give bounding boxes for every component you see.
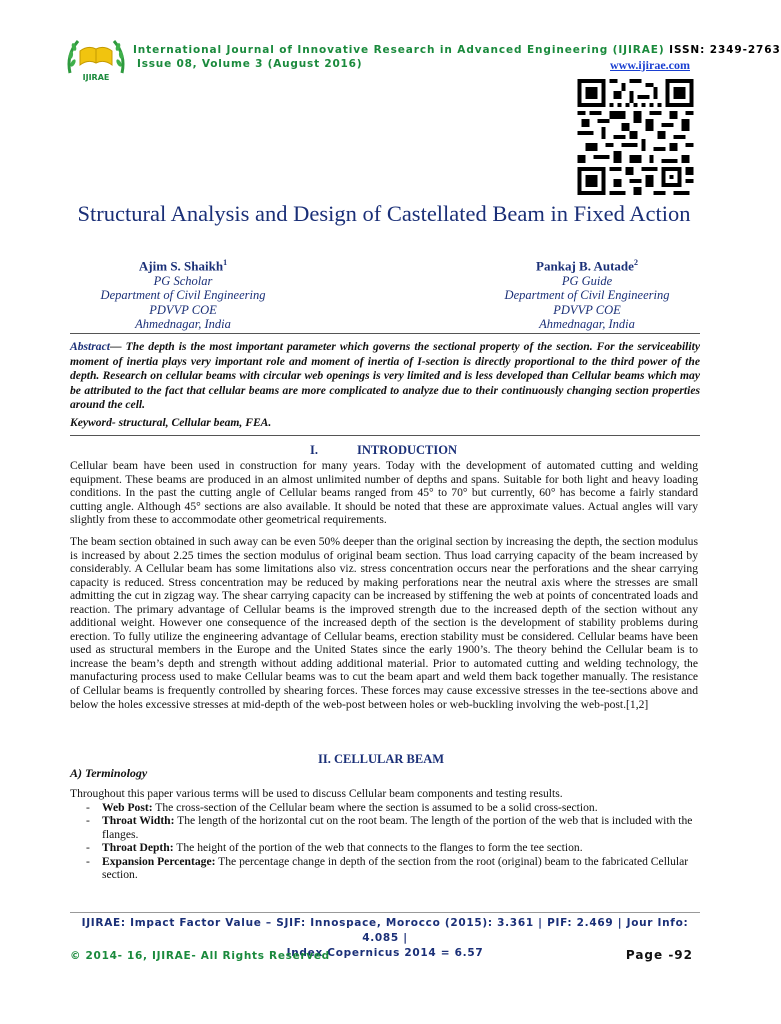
logo-text: IJIRAE [82,73,110,82]
copyright: © 2014- 16, IJIRAE- All Rights Reserved [70,950,330,962]
impact-line-2: Index Copernicus 2014 = 6.57 [286,947,484,959]
author-institution-1: PDVVP COE [149,302,217,317]
author-location-1: Ahmednagar, India [135,317,231,332]
intro-paragraph-2: The beam section obtained in such away can be even 50% deeper than the original section by increasing the depth, the section modulus is increased by about 2.25 times the section modulus of original beam section. Thus load carrying capacity of the beam increased by considerably. A Cellular beam has some limitations also viz. stress concentration occurs near the perforations and the shear carrying capacity is reduced. Stress concentration may be reduced by making perforations near the neutral axis where the stresses are small admitting the cut in zigzag way. The shear carrying capacity can be increased by stiffening the web at points of concentrated loads and reaction. The primary advantage of Cellular beams is the improved strength due to the increased depth of the section without any additional weight. However one consequence of the increased depth of the section is the development of stability problems during erection. To fully utilize the engineering advantage of Cellular beams, erection stability must be considered. Cellular beams have been used as structural members in the Europe and the United States since the early 1900’s. The theory behind the Cellular beam is to increase the beam’s depth and strength without adding additional material. Prior to automated cutting and welding technology, the manufacturing process used to make Cellular beams was to cut the beam apart and weld them back together manually. The resistance of Cellular beams is frequently controlled by shearing forces. These forces may cause excessive stresses in the tee-sections above and below the holes excessive stresses at mid-depth of the web-post between holes or web-buckling involving the web-post.[1,2] [70,535,698,711]
section-1-number: I. [310,443,318,457]
page-number: Page -92 [625,948,693,962]
abstract-text: The depth is the most important parameter which governs the sectional property of the section. For the serviceability moment of inertia plays very important role and moment of inertia of I-section is directly proportional to the third power of the depth. Research on cellular beams with circular web openings is very limited and is less developed than Cellular beams which may be attributed to the fact that cellular beams are more complicated to analyze due to their continuously changing section properties around the cell. [70,340,700,412]
abstract-dash: — [109,340,126,353]
term-definition: The length of the horizontal cut on the root beam. The length of the portion of the web that is included with the flanges. [102,814,693,841]
term-definition: The height of the portion of the web that connects to the flanges to form the tee section. [173,841,583,855]
intro-paragraph-1: Cellular beam have been used in construction for many years. Today with the development of automated cutting and welding equipment. These beams are produced in an almost unlimited number of depths and spans. Suitable for both light and heavy loading conditions. In the past the cutting angle of Cellular beams ranged from 45° to 70° but currently, 60° has become a fairly standard cutting angle. Although 45° sections are also available. It should be noted that these are approximate values. Actual angles will vary slightly from these to accommodate other geometrical requirements. [70,459,698,527]
section-2-heading: II. CELLULAR BEAM [318,752,445,766]
term-label: Expansion Percentage: [102,854,216,868]
terminology-list [86,801,698,881]
abstract [70,340,700,413]
author-department-1: Department of Civil Engineering [100,288,266,303]
author-department-2: Department of Civil Engineering [504,288,670,303]
author-role-1: PG Scholar [153,273,213,288]
abstract-top-divider [70,333,700,334]
author-block-2 [467,256,707,332]
qr-code-icon [575,79,696,195]
author-location-2: Ahmednagar, India [539,317,635,332]
abstract-bottom-divider [70,435,700,436]
author-block-1 [63,256,303,332]
issue-info: Issue 08, Volume 3 (August 2016) [137,58,363,70]
section-1-heading: INTRODUCTION [357,443,458,457]
author-name-2: Pankaj B. Autade$^2$ [536,258,638,274]
subsection-heading: A) Terminology [70,766,148,780]
list-item: - Throat Width: The length of the horizontal cut on the root beam. The length of the portion of the web that is included with the flanges. [86,814,693,841]
issn: ISSN: 2349-2763 [669,44,781,56]
term-definition: The cross-section of the Cellular beam where the section is assumed to be a solid cross-section. [152,801,598,814]
term-label: Web Post: [102,801,153,814]
list-item: - Throat Depth: The height of the portion of the web that connects to the flanges to form the tee section. [86,841,583,855]
list-item: - Expansion Percentage: The percentage change in depth of the section from the root (original) beam to the fabricated Cellular section. [86,854,689,882]
author-name-1: Ajim S. Shaikh$^1$ [138,258,228,274]
journal-name: International Journal of Innovative Research in Advanced Engineering (IJIRAE) [133,44,665,56]
journal-logo-icon [64,33,128,85]
author-role-2: PG Guide [561,273,613,288]
terminology-intro: Throughout this paper various terms will be used to discuss Cellular beam components and testing results. [70,787,563,800]
term-label: Throat Depth: [102,841,174,855]
term-label: Throat Width: [102,814,175,828]
author-institution-2: PDVVP COE [553,302,621,317]
term-definition: The percentage change in depth of the section from the root (original) beam to the fabricated Cellular section. [102,854,689,882]
abstract-label: Abstract [70,340,110,353]
impact-line-1: IJIRAE: Impact Factor Value – SJIF: Innospace, Morocco (2015): 3.361 | PIF: 2.469 | Jour Info: 4.085 | [81,917,689,944]
website-link[interactable]: www.ijirae.com [610,58,690,72]
list-item: - Web Post: The cross-section of the Cellular beam where the section is assumed to be a solid cross-section. [86,801,598,814]
footer-divider [70,912,700,913]
paper-title: Structural Analysis and Design of Castellated Beam in Fixed Action [77,201,691,226]
journal-name-line [133,44,781,56]
keywords: Keyword- structural, Cellular beam, FEA. [70,416,272,429]
